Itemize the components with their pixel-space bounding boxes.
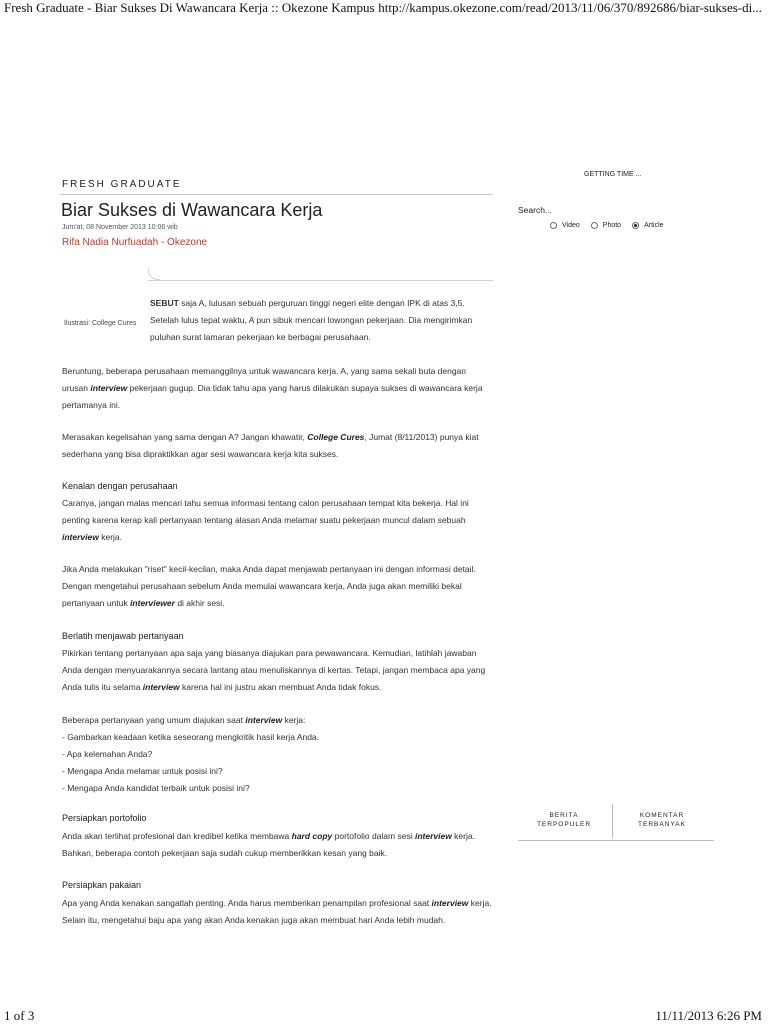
emphasis: interview (431, 898, 469, 908)
search-type-options (550, 222, 675, 229)
intro-lead-word: SEBUT (150, 298, 179, 308)
intro-text: saja A, lulusan sebuah perguruan tinggi negeri elite dengan IPK di atas 3,5. Setelah lulus tepat waktu, A pun sibuk mencari lowongan pekerjaan. Dia mengirimkan puluhan surat lamaran pekerjaan ke berbagai perusahaan. (150, 298, 473, 342)
text: Apa yang Anda kenakan sangatlah penting. Anda harus memberikan penampilan profesional saat (62, 898, 432, 908)
text: pekerjaan gugup. Dia tidak tahu apa yang harus dilakukan supaya sukses di wawancara kerja pertamanya ini. (62, 383, 483, 410)
question-item: - Mengapa Anda kandidat terbaik untuk posisi ini? (62, 783, 250, 793)
article-headline: Biar Sukses di Wawancara Kerja (61, 200, 323, 220)
emphasis: hard copy (291, 831, 333, 841)
tab-terbanyak[interactable] (614, 804, 710, 836)
news-tabs (518, 804, 714, 841)
text: kerja: (282, 715, 306, 725)
print-page-title: Fresh Graduate - Biar Sukses Di Wawancara Kerja :: Okezone Kampus (4, 0, 375, 15)
clock-status: GETTING TIME ... (584, 171, 642, 178)
header-divider (60, 194, 493, 195)
tab-label: KOMENTAR (639, 812, 685, 819)
text: kerja. Bahkan, beberapa contoh pekerjaan saja sudah cukup memberikkan kesan yang baik. (62, 831, 475, 858)
paragraph-8 (62, 895, 492, 929)
tab-terpopuler[interactable] (518, 804, 610, 836)
text: portofolio dalam sesi (332, 831, 415, 841)
emphasis: interview (90, 383, 128, 393)
article-author[interactable] (62, 237, 207, 248)
search-option-article[interactable] (632, 222, 663, 229)
text: kerja. (98, 532, 123, 542)
radio-selected-icon[interactable] (632, 222, 639, 229)
image-frame-corner (148, 268, 160, 280)
subheading-1: Kenalan dengan perusahaan (62, 481, 178, 491)
text: Merasakan kegelisahan yang sama dengan A? Jangan khawatir, (62, 432, 308, 442)
print-page-url: http://kampus.okezone.com/read/2013/11/06/370/892686/biar-sukses-di... (378, 0, 762, 15)
option-label: Article (644, 222, 664, 229)
question-item: - Mengapa Anda melamar untuk posisi ini? (62, 766, 223, 776)
emphasis: College Cures (307, 432, 365, 442)
text: Caranya, jangan malas mencari tahu semua informasi tentang calon perusahaan tempat kita bekerja. Hal ini penting karena kerap kali pertanyaan tentang alasan Anda melamar suatu pekerjaan muncul dalam sebuah (62, 498, 469, 525)
text: kerja. Selain itu, mengetahui baju apa yang akan Anda kenakan juga akan membuat hari Anda lebih mudah. (62, 898, 492, 925)
emphasis: interview (62, 532, 99, 542)
text: Beberapa pertanyaan yang umum diajukan saat (62, 715, 246, 725)
tab-label: TERPOPULER (536, 821, 592, 828)
paragraph-5 (62, 645, 492, 696)
author-link[interactable]: Rifa Nadia Nurfuadah - Okezone (62, 237, 208, 248)
search-input[interactable]: Search... (518, 205, 553, 215)
section-label[interactable]: FRESH GRADUATE (62, 179, 182, 190)
paragraph-1 (62, 363, 492, 414)
text: Jika Anda melakukan "riset" kecil-kecilan, maka Anda dapat menjawab pertanyaan ini dengan informasi detail. Dengan mengetahui perusahaan sebelum Anda memulai wawancara kerja, Anda juga akan memiliki bekal pertanyaan untuk (62, 564, 476, 608)
print-timestamp: 11/11/2013 6:26 PM (655, 1008, 762, 1023)
text: , Jumat (8/11/2013) punya kiat sederhana yang bisa dipraktikkan agar sesi wawancara kerja kita sukses. (62, 432, 479, 459)
text: Anda akan terlihat profesional dan kredibel ketika membawa (62, 831, 292, 841)
image-frame-line (148, 280, 493, 281)
tab-label: TERBANYAK (638, 821, 686, 828)
intro-paragraph (150, 295, 490, 346)
radio-icon[interactable] (550, 222, 557, 229)
text: karena hal ini justru akan membuat Anda tidak fokus. (179, 682, 382, 692)
text: di akhir sesi. (174, 598, 225, 608)
text: Pikirkan tentang pertanyaan apa saja yang biasanya diajukan para pewawancara. Kemudian, latihlah jawaban Anda dengan menyuarakannya secara lantang atau menuliskannya di kertas. Tetapi, jangan membaca apa yang Anda tulis itu selama (62, 648, 486, 692)
paragraph-7 (62, 828, 492, 862)
emphasis: interview (245, 715, 283, 725)
question-item: - Apa kelemahan Anda? (62, 749, 153, 759)
print-page-number: 1 of 3 (4, 1008, 35, 1023)
search-option-video[interactable] (550, 222, 580, 229)
subheading-3: Persiapkan portofolio (62, 813, 147, 823)
image-caption: Ilustrasi: College Cures (64, 320, 137, 327)
paragraph-6 (62, 712, 492, 797)
emphasis: interviewer (130, 598, 175, 608)
paragraph-2 (62, 429, 492, 463)
text: Beruntung, beberapa perusahaan memanggilnya untuk wawancara kerja. A, yang sama sekali buta dengan urusan (62, 366, 467, 393)
option-label: Video (562, 222, 580, 229)
radio-icon[interactable] (591, 222, 598, 229)
tab-divider (612, 804, 613, 838)
emphasis: interview (142, 682, 180, 692)
emphasis: interview (414, 831, 452, 841)
article-dateline: Jum'at, 08 November 2013 10:06 wib (62, 224, 178, 231)
option-label: Photo (602, 222, 622, 229)
subheading-2: Berlatih menjawab pertanyaan (62, 631, 184, 641)
tab-label: BERITA (549, 812, 579, 819)
subheading-4: Persiapkan pakaian (62, 880, 142, 890)
question-item: - Gambarkan keadaan ketika seseorang mengkritik hasil kerja Anda. (62, 732, 320, 742)
paragraph-4 (62, 561, 492, 612)
paragraph-3 (62, 495, 492, 546)
search-option-photo[interactable] (591, 222, 621, 229)
